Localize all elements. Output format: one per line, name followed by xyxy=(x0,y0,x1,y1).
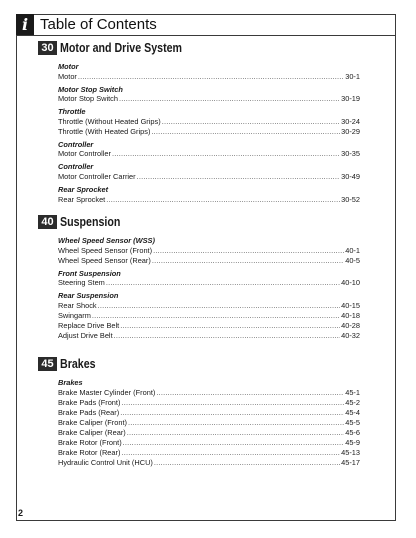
dot-leader xyxy=(78,72,344,82)
toc-entry-page: 30-1 xyxy=(345,71,360,81)
toc-entry-page: 45-6 xyxy=(345,427,360,437)
toc-entry[interactable] xyxy=(58,321,360,331)
toc-entry[interactable] xyxy=(58,127,360,137)
group-title: Rear Sprocket xyxy=(58,185,109,195)
dot-leader xyxy=(151,127,340,137)
toc-entry-label: Brake Caliper (Front) xyxy=(58,417,127,427)
toc-entry-page: 30-24 xyxy=(341,116,360,126)
toc-entry-label: Motor xyxy=(58,71,77,81)
toc-entry-label: Swingarm xyxy=(58,310,91,320)
page-number: 2 xyxy=(18,508,24,518)
dot-leader xyxy=(92,311,340,321)
section-motor-drive xyxy=(38,40,360,205)
toc-entry-page: 40-18 xyxy=(341,310,360,320)
toc-entry-page: 30-19 xyxy=(341,94,360,104)
toc-entry-page: 40-15 xyxy=(341,300,360,310)
toc-entry-page: 30-52 xyxy=(341,194,360,204)
toc-entry[interactable] xyxy=(58,195,360,205)
toc-entry[interactable] xyxy=(58,256,360,266)
toc-entry-label: Motor Stop Switch xyxy=(58,94,118,104)
toc-entry-label: Adjust Drive Belt xyxy=(58,331,113,341)
toc-entry[interactable] xyxy=(58,72,360,82)
toc-entry[interactable] xyxy=(58,418,360,428)
toc-entry-label: Hydraulic Control Unit (HCU) xyxy=(58,458,153,468)
dot-leader xyxy=(152,256,344,266)
toc-entry-page: 40-10 xyxy=(341,278,360,288)
toc-entry[interactable] xyxy=(58,117,360,127)
dot-leader xyxy=(114,331,340,341)
dot-leader xyxy=(121,398,344,408)
section-title: Suspension xyxy=(60,214,121,229)
toc-entry-label: Steering Stem xyxy=(58,278,105,288)
toc-entry-label: Brake Rotor (Rear) xyxy=(58,448,121,458)
toc-entry-page: 40-32 xyxy=(341,331,360,341)
section-title: Motor and Drive System xyxy=(60,40,183,55)
toc-entry-page: 45-9 xyxy=(345,437,360,447)
toc-entry-label: Throttle (Without Heated Grips) xyxy=(58,116,161,126)
toc-entry-page: 30-35 xyxy=(341,149,360,159)
toc-entry[interactable] xyxy=(58,246,360,256)
toc-entry[interactable] xyxy=(58,388,360,398)
toc-entry-page: 30-49 xyxy=(341,171,360,181)
dot-leader xyxy=(156,388,344,398)
toc-entry-page: 45-17 xyxy=(341,458,360,468)
toc-entry[interactable] xyxy=(58,172,360,182)
toc-entry-label: Rear Sprocket xyxy=(58,194,106,204)
toc-entry-label: Brake Caliper (Rear) xyxy=(58,427,126,437)
dot-leader xyxy=(127,428,344,438)
group-title: Motor xyxy=(58,62,79,71)
toc-entry[interactable] xyxy=(58,94,360,104)
page-title: Table of Contents xyxy=(40,16,157,33)
toc-entry[interactable] xyxy=(58,448,360,458)
toc-entry[interactable] xyxy=(58,301,360,311)
dot-leader xyxy=(137,172,340,182)
group-title: Wheel Speed Sensor (WSS) xyxy=(58,236,155,245)
info-icon: i xyxy=(16,14,34,35)
toc-header xyxy=(16,14,396,36)
group-title: Front Suspension xyxy=(58,268,121,278)
section-groups xyxy=(58,378,360,468)
toc-entry-label: Motor Controller xyxy=(58,149,111,159)
toc-entry-page: 40-5 xyxy=(345,255,360,265)
toc-entry-page: 40-28 xyxy=(341,320,360,330)
toc-entry-page: 45-13 xyxy=(341,448,360,458)
toc-entry-label: Wheel Speed Sensor (Front) xyxy=(58,245,153,255)
toc-entry-page: 30-29 xyxy=(341,126,360,136)
toc-entry-label: Brake Pads (Front) xyxy=(58,397,121,407)
section-number-badge: 30 xyxy=(38,41,57,55)
section-number-badge: 45 xyxy=(38,357,57,371)
section-heading xyxy=(38,214,360,232)
dot-leader xyxy=(106,195,340,205)
section-brakes xyxy=(38,356,360,468)
toc-entry[interactable] xyxy=(58,458,360,468)
toc-entry-label: Rear Shock xyxy=(58,300,97,310)
group-title: Rear Suspension xyxy=(58,291,119,301)
dot-leader xyxy=(123,438,345,448)
toc-entry-label: Wheel Speed Sensor (Rear) xyxy=(58,255,151,265)
dot-leader xyxy=(119,94,340,104)
dot-leader xyxy=(120,321,340,331)
toc-entry-page: 40-1 xyxy=(345,245,360,255)
toc-entry[interactable] xyxy=(58,428,360,438)
section-heading xyxy=(38,356,360,374)
toc-entry[interactable] xyxy=(58,331,360,341)
section-title: Brakes xyxy=(60,356,96,371)
group-title: Controller xyxy=(58,162,94,172)
group-title: Throttle xyxy=(58,107,86,117)
toc-entry[interactable] xyxy=(58,438,360,448)
dot-leader xyxy=(154,458,340,468)
toc-entry-label: Throttle (With Heated Grips) xyxy=(58,126,151,136)
group-title: Controller xyxy=(58,139,94,149)
section-suspension xyxy=(38,214,360,341)
dot-leader xyxy=(112,149,340,159)
toc-entry[interactable] xyxy=(58,149,360,159)
dot-leader xyxy=(106,278,340,288)
dot-leader xyxy=(153,246,344,256)
dot-leader xyxy=(98,301,340,311)
section-heading xyxy=(38,40,360,58)
section-number-badge: 40 xyxy=(38,215,57,229)
toc-entry-page: 45-1 xyxy=(345,387,360,397)
toc-entry-label: Replace Drive Belt xyxy=(58,320,120,330)
dot-leader xyxy=(120,408,344,418)
toc-entry[interactable] xyxy=(58,408,360,418)
dot-leader xyxy=(128,418,344,428)
toc-entry-label: Brake Rotor (Front) xyxy=(58,437,122,447)
toc-entry-label: Brake Pads (Rear) xyxy=(58,407,120,417)
group-title: Motor Stop Switch xyxy=(58,84,123,94)
toc-entry-page: 45-2 xyxy=(345,397,360,407)
section-groups xyxy=(58,62,360,205)
group-title: Brakes xyxy=(58,378,83,387)
toc-entry-label: Brake Master Cylinder (Front) xyxy=(58,387,156,397)
toc-entry-page: 45-4 xyxy=(345,407,360,417)
dot-leader xyxy=(121,448,340,458)
toc-entry-label: Motor Controller Carrier xyxy=(58,171,136,181)
dot-leader xyxy=(162,117,340,127)
toc-entry-page: 45-5 xyxy=(345,417,360,427)
toc-entry[interactable] xyxy=(58,398,360,408)
section-groups xyxy=(58,236,360,341)
toc-entry[interactable] xyxy=(58,278,360,288)
toc-entry[interactable] xyxy=(58,311,360,321)
